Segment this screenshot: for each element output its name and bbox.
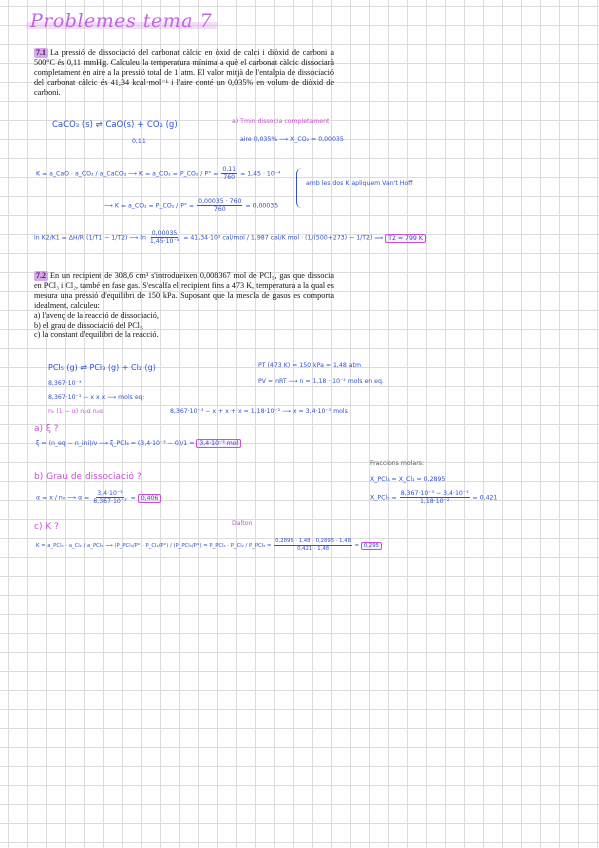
k-calc-fraction	[274, 538, 352, 553]
table-row-eq: 8,367·10⁻³ − x x x ⟶ mols eq:	[48, 394, 145, 401]
k-formula: K = a_PCl₃ · a_Cl₂ / a_PCl₅ ⟶ (P_PCl₃/P° · P_Cl₂/P°) / (P_PCl₅/P°) = P_PCl₃ · P_Cl₂ / P_PCl₅ =	[36, 543, 272, 549]
x2-result: = 0,421	[472, 494, 498, 502]
xi-equation	[36, 440, 241, 447]
k2-fraction	[197, 198, 242, 213]
x2-frac-den: 1,18·10⁻²	[419, 498, 450, 505]
k-equilibrium-equation: K = a_PCl₃ · a_Cl₂ / a_PCl₅ ⟶ (P_PCl₃/P° · P_Cl₂/P°) / (P_PCl₅/P°) = P_PCl₃ · P_Cl₂ / P_PCl₅ = $\frac{0,2895 \cdot 1,48 \cdot 0,2895 \cdot 1,48}{0,421 \cdot 1,48}$ = 0,295	[36, 538, 382, 553]
problem-7-2	[34, 271, 334, 340]
section-b-label: b) Grau de dissociació ?	[34, 472, 142, 482]
k-def: K = a_CaO · a_CO₂ / a_CaCO₃ ⟶ K = a_CO₂ = P_CO₂ / P° =	[36, 170, 219, 178]
k2-def: ⟶ K = a_CO₂ = P_CO₂ / P° =	[104, 202, 195, 210]
problem-item: c) la constant d'equilibri de la reacció.	[34, 330, 159, 340]
k-calc-num: 0,2895 · 1,48 · 0,2895 · 1,48	[275, 538, 351, 544]
vh-lhs: ln K2/K1 = ΔH/R (1/T1 − 1/T2) ⟶ ln	[34, 234, 146, 242]
k2-result: = 0,00035	[245, 202, 279, 210]
problem-text: La pressió de dissociació del carbonat càlcic en òxid de calci i diòxid de carboni a 500°C és 0,11 mmHg. Calculeu la temperatura mínima a què el carbonat càlcic dissociarà completament en aire a la pressió total de 1 atm. El valor mitjà de l'entalpia de dissociació del carbonat càlcic és 41,34 kcal·mol⁻¹ i l'aire conté un 0,035% en volum de diòxid de carboni.	[34, 48, 334, 97]
x2-lhs: X_PCl₅ =	[370, 494, 397, 502]
alpha-formula: α = x / n₀ ⟶ α =	[36, 494, 90, 502]
problem-7-1	[34, 48, 334, 98]
xi-result: 3,4·10⁻³ mol	[196, 439, 241, 448]
k2-frac-den: 760	[213, 206, 226, 213]
total-pressure: PT (473 K) = 150 kPa = 1,48 atm	[258, 362, 361, 369]
curly-brace	[296, 168, 303, 208]
vant-hoff-note: amb les dos K apliquem Van't Hoff	[306, 180, 413, 187]
molar-fractions-label: Fraccions molars:	[370, 460, 425, 467]
x2-fraction	[400, 490, 470, 505]
vant-hoff-equation	[34, 230, 426, 245]
table-row-alpha: n₀ (1 − α) n₀α n₀α	[48, 408, 104, 415]
vh-frac-num: 0,00035	[151, 230, 178, 237]
alpha-result: 0,406	[138, 494, 162, 503]
k-result: 0,295	[361, 542, 382, 550]
alpha-fraction	[92, 490, 127, 505]
dalton-annotation: Dalton	[232, 520, 253, 527]
alpha-frac-den: 8,367·10⁻³	[93, 498, 127, 505]
k-frac-num: 0,11	[222, 166, 237, 173]
vh-mid: = 41,34·10³ cal/mol / 1,987 cal/K mol · (1/(500+273) − 1/T2) ⟹	[183, 234, 384, 242]
k-equation-1	[36, 166, 281, 181]
molar-fraction-pcl5	[370, 490, 497, 505]
section-c-label: c) K ?	[34, 522, 59, 532]
reaction-caco3: CaCO₃ (s) ⇌ CaO(s) + CO₂ (g)	[52, 120, 178, 130]
k-fraction	[221, 166, 237, 181]
problem-text: En un recipient de 308,6 cm³ s'introdueixen 0,008367 mol de PCl₅, gas que dissocia en PCl₃ i Cl₂, també en fase gas. S'escalfa el recipient fins a 473 K, temperatura a la qual es mesura una pressió d'equilibri de 150 kPa. Suposant que la mescla de gasos es comporta idealment, calculeu:	[34, 271, 334, 310]
vh-fraction	[149, 230, 180, 245]
problem-number: 7.1	[36, 48, 46, 57]
k-calc-den: 0,421 · 1,48	[297, 546, 330, 552]
vh-frac-den: 1,45·10⁻⁴	[149, 238, 180, 245]
problem-number: 7.2	[36, 271, 46, 280]
ideal-gas: PV = nRT ⟶ n = 1,18 · 10⁻² mols en eq.	[258, 378, 384, 385]
k-frac-den: 760	[223, 174, 236, 181]
reaction-pcl5: PCl₅ (g) ⇌ PCl₃ (g) + Cl₂ (g)	[48, 363, 156, 372]
pressure-value: 0,11	[132, 138, 146, 145]
problem-item: a) l'avenç de la reacció de dissociació,	[34, 310, 159, 320]
t2-result: T2 = 799 K	[385, 234, 426, 243]
mols-equation: 8,367·10⁻³ − x + x + x = 1,18·10⁻² ⟶ x = 3,4·10⁻³ mols	[170, 408, 348, 415]
problem-item: b) el grau de dissociació del PCl₅	[34, 320, 143, 330]
k2-frac-num: 0,00035 · 760	[198, 198, 242, 205]
table-row-initial: 8,367·10⁻³	[48, 380, 82, 387]
molar-fraction-pcl3: X_PCl₃ = X_Cl₂ = 0,2895	[370, 476, 446, 483]
k-equation-2	[104, 198, 278, 213]
page-title: Problemes tema 7	[30, 10, 213, 32]
alpha-frac-num: 3,4·10⁻³	[97, 490, 123, 497]
x2-frac-num: 8,367·10⁻³ − 3,4·10⁻³	[400, 490, 469, 497]
xi-formula: ξ = (n_eq − n_ini)/ν ⟶ ξ_PCl₃ = (3,4·10⁻³ − 0)/1 =	[36, 440, 195, 447]
k-result: = 1,45 · 10⁻⁴	[240, 170, 281, 178]
section-a-label: a) ξ ?	[34, 424, 59, 434]
note-aire: aire 0,035% ⟶ X_CO₂ = 0,00035	[240, 136, 344, 143]
note-tmin: a) Tmin dissocia completament	[232, 118, 330, 125]
alpha-equation: α = x / n₀ ⟶ α = $\frac{\text{3,4·10⁻³}}{\text{8,367·10⁻³}}$ = 0,406	[36, 490, 161, 505]
